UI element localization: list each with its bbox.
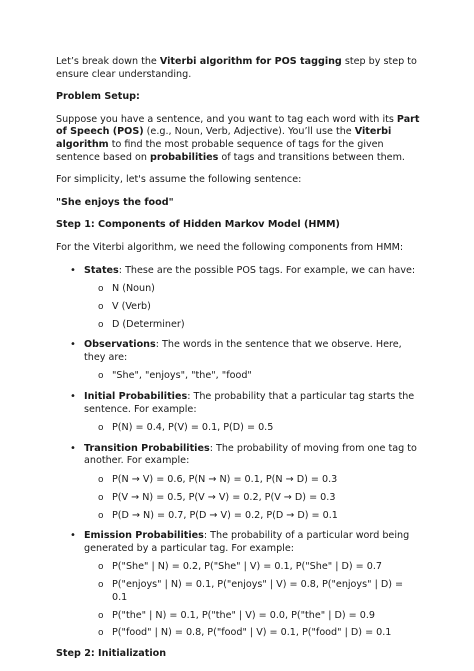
text-span: to find the most probable sequence of tags for the given sentence based on	[56, 138, 384, 163]
sub-list-item	[84, 492, 421, 505]
intro-paragraph	[56, 56, 421, 81]
sub-list-item	[84, 301, 421, 314]
intro-bold-term: Viterbi algorithm for POS tagging	[159, 56, 342, 67]
sub-list-item	[84, 561, 421, 574]
bullet-icon: •	[70, 339, 76, 351]
sub-list-item	[84, 319, 421, 332]
circle-bullet-icon: o	[98, 628, 104, 639]
term-transition: Transition Probabilities	[84, 442, 210, 454]
sub-item-text: P("She" | N) = 0.2, P("She" | V) = 0.1, P("She" | D) = 0.7	[112, 561, 383, 573]
desc-initial: : The probability that a particular tag starts the sentence. For example:	[84, 391, 415, 415]
hmm-components-list	[56, 265, 421, 640]
bullet-icon: •	[70, 264, 76, 276]
circle-bullet-icon: o	[98, 284, 104, 295]
term-states: States	[84, 264, 119, 276]
list-item-transition-probabilities	[56, 443, 421, 522]
bold-term: Viterbi algorithm	[56, 126, 392, 150]
text-span: Suppose you have a sentence, and you want to tag each word with its	[56, 113, 397, 125]
circle-bullet-icon: o	[98, 510, 104, 521]
initial-sublist	[84, 422, 421, 435]
emission-sublist	[84, 561, 421, 640]
circle-bullet-icon: o	[98, 371, 104, 382]
sub-list-item	[84, 510, 421, 523]
sub-item-text: P("food" | N) = 0.8, P("food" | V) = 0.1, P("food" | D) = 0.1	[112, 627, 392, 639]
desc-emission: : The probability of a particular word being generated by a particular tag. For example:	[84, 530, 410, 554]
document-page	[56, 56, 421, 671]
sub-list-item	[84, 474, 421, 487]
circle-bullet-icon: o	[98, 319, 104, 330]
transition-sublist	[84, 474, 421, 522]
problem-setup-paragraph	[56, 114, 421, 164]
sub-item-text: N (Noun)	[112, 283, 155, 295]
circle-bullet-icon: o	[98, 301, 104, 312]
circle-bullet-icon: o	[98, 475, 104, 486]
intro-text-end: step by step to ensure clear understanding.	[56, 56, 417, 80]
sub-item-text: P("the" | N) = 0.1, P("the" | V) = 0.0, P("the" | D) = 0.9	[112, 609, 376, 621]
sub-item-text: P(N → V) = 0.6, P(N → N) = 0.1, P(N → D) = 0.3	[112, 474, 338, 486]
desc-observations: : The words in the sentence that we observe. Here, they are:	[84, 339, 402, 363]
bullet-icon: •	[70, 391, 76, 403]
bold-term: Part of Speech (POS)	[56, 113, 420, 138]
sub-list-item	[84, 579, 421, 604]
list-item-initial-probabilities	[56, 391, 421, 435]
sub-item-text: P("enjoys" | N) = 0.1, P("enjoys" | V) = 0.8, P("enjoys" | D) = 0.1	[112, 579, 404, 603]
term-initial: Initial Probabilities	[84, 391, 188, 403]
desc-transition: : The probability of moving from one tag to another. For example:	[84, 442, 417, 467]
observations-sublist	[84, 370, 421, 383]
sub-item-text: V (Verb)	[112, 300, 151, 312]
bold-term: probabilities	[149, 151, 219, 163]
intro-text: Let’s break down the	[56, 56, 160, 67]
example-sentence: "She enjoys the food"	[56, 196, 174, 208]
states-sublist	[84, 283, 421, 331]
term-emission: Emission Probabilities	[84, 530, 204, 542]
sub-item-text: P(D → N) = 0.7, P(D → V) = 0.2, P(D → D) = 0.1	[112, 509, 338, 521]
sub-item-text: "She", "enjoys", "the", "food"	[112, 370, 252, 382]
sub-list-item	[84, 627, 421, 640]
desc-states: : These are the possible POS tags. For example, we can have:	[118, 264, 416, 276]
circle-bullet-icon: o	[98, 580, 104, 591]
term-observations: Observations	[84, 339, 156, 351]
bullet-icon: •	[70, 530, 76, 542]
sub-list-item	[84, 422, 421, 435]
circle-bullet-icon: o	[98, 610, 104, 621]
sub-list-item	[84, 370, 421, 383]
text-span: of tags and transitions between them.	[218, 151, 405, 163]
sub-list-item	[84, 610, 421, 623]
simplicity-paragraph: For simplicity, let's assume the following sentence:	[56, 174, 302, 186]
list-item-observations	[56, 339, 421, 383]
sub-item-text: P(V → N) = 0.5, P(V → V) = 0.2, P(V → D) = 0.3	[112, 491, 336, 503]
list-item-emission-probabilities	[56, 530, 421, 640]
sub-item-text: D (Determiner)	[112, 318, 185, 330]
circle-bullet-icon: o	[98, 492, 104, 503]
bullet-icon: •	[70, 442, 76, 454]
circle-bullet-icon: o	[98, 423, 104, 434]
list-item-states	[56, 265, 421, 332]
step1-heading: Step 1: Components of Hidden Markov Model (HMM)	[56, 219, 340, 231]
step2-heading: Step 2: Initialization	[56, 647, 167, 659]
problem-setup-heading: Problem Setup:	[56, 91, 140, 103]
text-span: (e.g., Noun, Verb, Adjective). You’ll use the	[143, 126, 355, 138]
sub-list-item	[84, 283, 421, 296]
step1-intro: For the Viterbi algorithm, we need the following components from HMM:	[56, 241, 404, 253]
sub-item-text: P(N) = 0.4, P(V) = 0.1, P(D) = 0.5	[112, 422, 274, 434]
circle-bullet-icon: o	[98, 562, 104, 573]
